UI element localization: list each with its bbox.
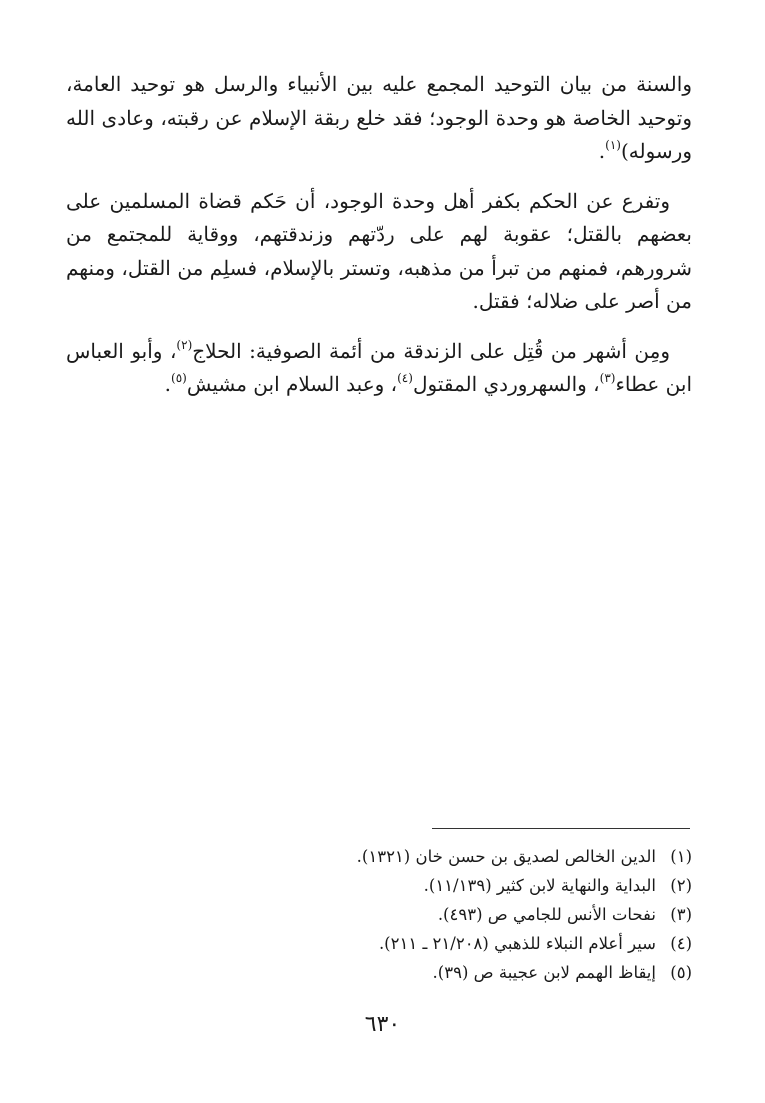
footnote-ref-1: (١) <box>605 138 621 152</box>
paragraph-1-tail: . <box>598 139 606 163</box>
footnote-3-text: نفحات الأنس للجامي ص (٤٩٣). <box>437 905 656 924</box>
footnotes <box>300 842 692 987</box>
main-text <box>66 68 692 418</box>
footnote-2-text: البداية والنهاية لابن كثير (١١/١٣٩). <box>423 876 656 895</box>
footnote-ref-3: (٣) <box>599 371 616 385</box>
paragraph-1 <box>66 68 692 169</box>
paragraph-3-segment-4: . <box>164 372 172 396</box>
footnote-3 <box>300 900 692 929</box>
footnote-2 <box>300 871 692 900</box>
paragraph-3-segment-3: ، وعبد السلام ابن مشيش <box>186 372 398 396</box>
paragraph-3-segment-1: ، وأبو العباس ابن عطاء <box>66 338 692 396</box>
footnote-ref-2: (٢) <box>176 337 193 352</box>
footnote-1-number: (١) <box>670 847 692 866</box>
footnote-1-text: الدين الخالص لصديق بن حسن خان (١٣٢١). <box>356 847 656 866</box>
footnote-1 <box>300 842 692 871</box>
paragraph-3 <box>66 335 692 402</box>
footnote-4 <box>300 929 692 958</box>
footnote-4-number: (٤) <box>670 934 692 953</box>
paragraph-2 <box>66 185 692 319</box>
paragraph-3-segment-2: ، والسهروردي المقتول <box>412 372 600 396</box>
footnote-5-number: (٥) <box>670 963 692 982</box>
footnote-5-text: إيقاظ الهمم لابن عجيبة ص (٣٩). <box>432 963 656 982</box>
footnote-separator <box>432 828 690 829</box>
paragraph-1-text: والسنة من بيان التوحيد المجمع عليه بين الأنبياء والرسل هو توحيد العامة، وتوحيد الخاصة هو وحدة الوجود؛ فقد خلع ربقة الإسلام عن رقبته، وعادى الله ورسوله) <box>66 72 692 163</box>
paragraph-3-text: ومِن أشهر من قُتِل على الزندقة من أئمة الصوفية: الحلاج <box>192 338 671 363</box>
paragraph-2-text: وتفرع عن الحكم بكفر أهل وحدة الوجود، أن حَكم قضاة المسلمين على بعضهم بالقتل؛ عقوبة لهم على ردّتهم وزندقتهم، ووقاية للمجتمع من شرورهم، فمنهم من تبرأ من مذهبه، وتستر بالإسلام، فسلِم من القتل، ومنهم من أصر على ضلاله؛ فقتل. <box>66 188 692 313</box>
footnote-4-text: سير أعلام النبلاء للذهبي (٢١/٢٠٨ ـ ٢١١). <box>378 934 656 953</box>
footnote-2-number: (٢) <box>670 876 692 895</box>
footnote-ref-5: (٥) <box>171 371 187 385</box>
footnote-5 <box>300 958 692 987</box>
page-number: ٦٣٠ <box>364 1012 401 1037</box>
footnote-ref-4: (٤) <box>397 371 413 385</box>
footnote-3-number: (٣) <box>670 905 692 924</box>
